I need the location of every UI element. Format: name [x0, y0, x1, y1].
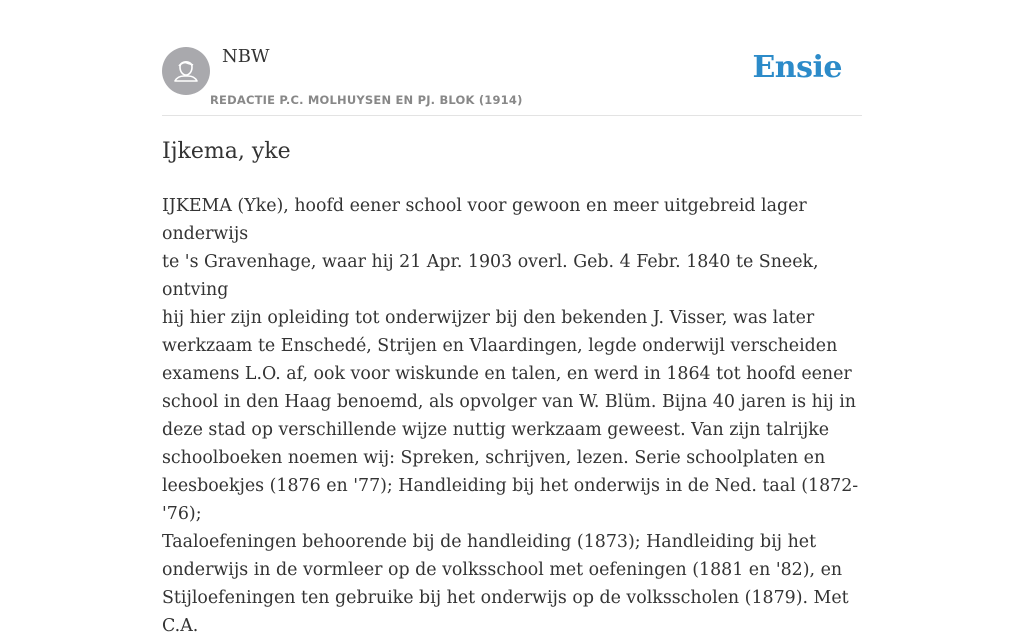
- header-divider: [162, 115, 862, 116]
- article-title: Ijkema, yke: [162, 139, 291, 164]
- source-avatar[interactable]: [162, 47, 210, 95]
- ensie-logo[interactable]: Ensie: [752, 50, 842, 85]
- source-subtitle: REDACTIE P.C. MOLHUYSEN EN PJ. BLOK (1914): [210, 93, 523, 107]
- user-silhouette-icon: [162, 47, 210, 95]
- article-page: [162, 0, 862, 636]
- article-body: IJKEMA (Yke), hoofd eener school voor gewoon en meer uitgebreid lager onderwijs te 's Gravenhage, waar hij 21 Apr. 1903 overl. Geb. 4 Febr. 1840 te Sneek, ontving hij hier zijn opleiding tot onderwijzer bij den bekenden J. Visser, was later werkzaam te Enschedé, Strijen en Vlaardingen, legde onderwijl verscheiden examens L.O. af, ook voor wiskunde en talen, en werd in 1864 tot hoofd eener school in den Haag benoemd, als opvolger van W. Blüm. Bijna 40 jaren is hij in deze stad op verschillende wijze nuttig werkzaam geweest. Van zijn talrijke schoolboeken noemen wij: Spreken, schrijven, lezen. Serie schoolplaten en leesboekjes (1876 en '77); Handleiding bij het onderwijs in de Ned. taal (1872-'76); Taaloefeningen behoorende bij de handleiding (1873); Handleiding bij het onderwijs in de vormleer op de volksschool met oefeningen (1881 en '82), en Stijloefeningen ten gebruike bij het onderwijs op de volksscholen (1879). Met C.A.: [162, 196, 859, 636]
- source-name[interactable]: NBW: [222, 46, 270, 67]
